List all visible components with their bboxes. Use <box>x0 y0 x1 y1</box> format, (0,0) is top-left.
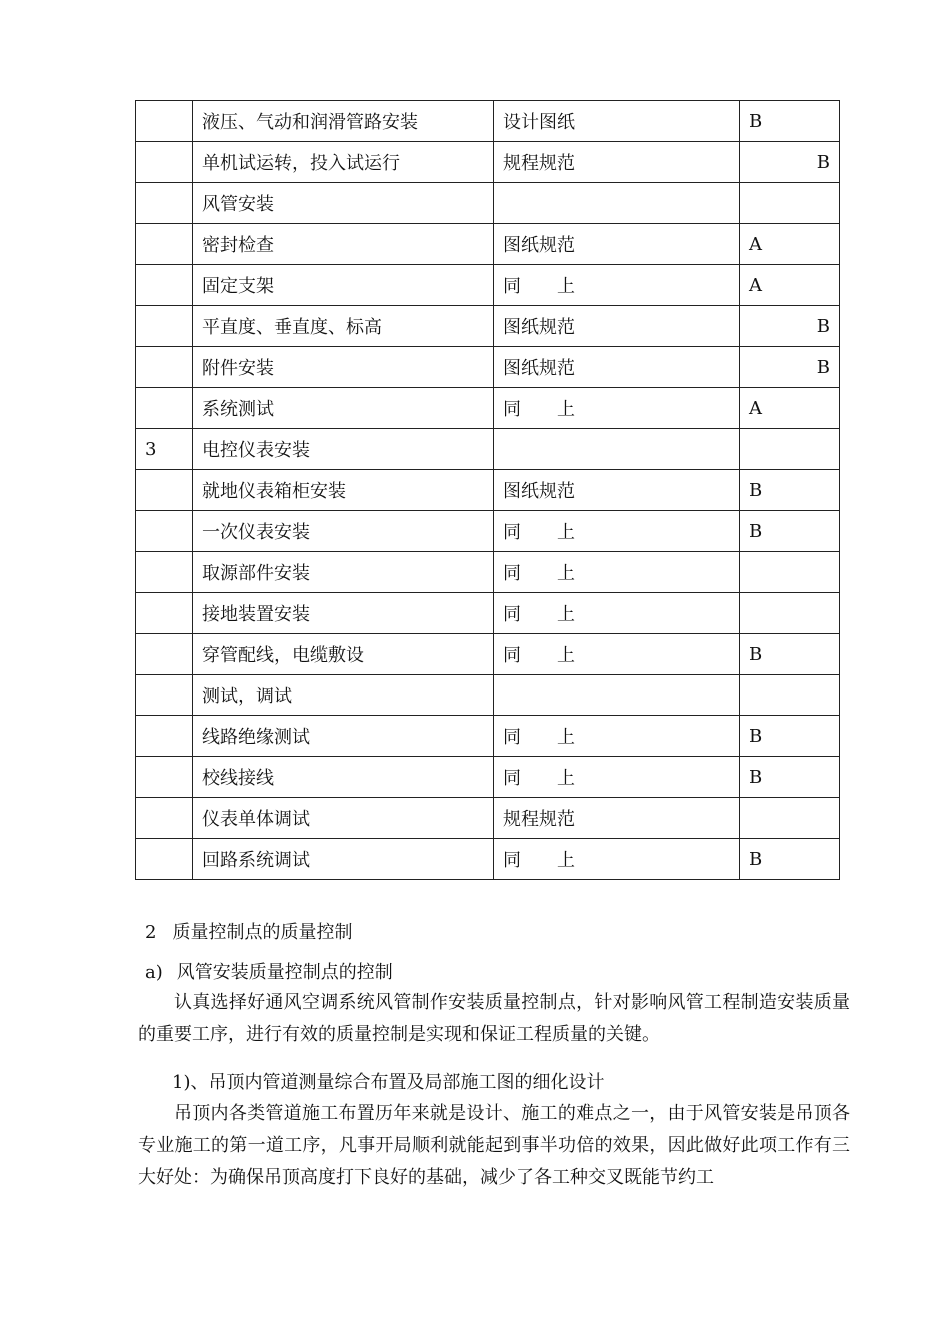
item-cell: 单机试运转，投入试运行 <box>193 142 494 183</box>
table-row <box>136 634 840 675</box>
table-row <box>136 265 840 306</box>
section-heading <box>145 918 352 944</box>
paragraph-1: 认真选择好通风空调系统风管制作安装质量控制点，针对影响风管工程制造安装质量的重要工序，进行有效的质量控制是实现和保证工程质量的关键。 <box>138 992 850 1045</box>
grade-cell: A <box>740 265 840 306</box>
grade-cell: B <box>740 634 840 675</box>
basis-cell <box>494 183 740 224</box>
grade-cell <box>740 798 840 839</box>
row-number-cell <box>136 388 193 429</box>
item-cell: 附件安装 <box>193 347 494 388</box>
row-number-cell <box>136 798 193 839</box>
basis-cell: 同 上 <box>494 757 740 798</box>
basis-cell: 设计图纸 <box>494 101 740 142</box>
row-number-cell <box>136 634 193 675</box>
table-row <box>136 306 840 347</box>
item-cell: 电控仪表安装 <box>193 429 494 470</box>
item-cell: 密封检查 <box>193 224 494 265</box>
item-cell: 一次仪表安装 <box>193 511 494 552</box>
table-row <box>136 757 840 798</box>
table-row <box>136 347 840 388</box>
table-row <box>136 224 840 265</box>
item-cell: 系统测试 <box>193 388 494 429</box>
basis-cell: 同 上 <box>494 265 740 306</box>
item-cell: 液压、气动和润滑管路安装 <box>193 101 494 142</box>
basis-cell: 同 上 <box>494 511 740 552</box>
item-cell: 就地仪表箱柜安装 <box>193 470 494 511</box>
grade-cell <box>740 552 840 593</box>
table-row <box>136 101 840 142</box>
list-item-1: 1)、吊顶内管道测量综合布置及局部施工图的细化设计 <box>172 1072 605 1093</box>
table-row <box>136 388 840 429</box>
table-row <box>136 429 840 470</box>
table-row <box>136 183 840 224</box>
item-cell: 平直度、垂直度、标高 <box>193 306 494 347</box>
table-row <box>136 716 840 757</box>
item-cell: 回路系统调试 <box>193 839 494 880</box>
item-cell: 测试，调试 <box>193 675 494 716</box>
grade-cell: B <box>740 470 840 511</box>
table-row <box>136 798 840 839</box>
basis-cell <box>494 675 740 716</box>
item-cell: 穿管配线，电缆敷设 <box>193 634 494 675</box>
basis-cell <box>494 429 740 470</box>
grade-cell: B <box>740 306 840 347</box>
basis-cell: 同 上 <box>494 552 740 593</box>
grade-cell: A <box>740 388 840 429</box>
grade-cell: B <box>740 716 840 757</box>
row-number-cell <box>136 511 193 552</box>
section-number: 2 <box>145 922 157 943</box>
item-cell: 校线接线 <box>193 757 494 798</box>
item-cell: 取源部件安装 <box>193 552 494 593</box>
basis-cell: 图纸规范 <box>494 224 740 265</box>
item-cell: 线路绝缘测试 <box>193 716 494 757</box>
basis-cell: 图纸规范 <box>494 470 740 511</box>
grade-cell <box>740 183 840 224</box>
row-number-cell <box>136 675 193 716</box>
row-number-cell <box>136 552 193 593</box>
basis-cell: 规程规范 <box>494 142 740 183</box>
table-row <box>136 511 840 552</box>
basis-cell: 同 上 <box>494 839 740 880</box>
table-row <box>136 142 840 183</box>
row-number-cell <box>136 470 193 511</box>
basis-cell: 图纸规范 <box>494 306 740 347</box>
table-row <box>136 470 840 511</box>
grade-cell: B <box>740 101 840 142</box>
basis-cell: 同 上 <box>494 593 740 634</box>
grade-cell: B <box>740 347 840 388</box>
row-number-cell <box>136 593 193 634</box>
item-cell: 风管安装 <box>193 183 494 224</box>
grade-cell <box>740 593 840 634</box>
section-title: 质量控制点的质量控制 <box>172 922 353 943</box>
row-number-cell <box>136 183 193 224</box>
subsection-heading <box>145 958 393 984</box>
grade-cell: B <box>740 142 840 183</box>
item-cell: 固定支架 <box>193 265 494 306</box>
quality-control-table <box>135 100 840 880</box>
basis-cell: 同 上 <box>494 716 740 757</box>
table-row <box>136 839 840 880</box>
grade-cell <box>740 675 840 716</box>
row-number-cell <box>136 839 193 880</box>
basis-cell: 图纸规范 <box>494 347 740 388</box>
grade-cell: B <box>740 757 840 798</box>
basis-cell: 同 上 <box>494 388 740 429</box>
row-number-cell <box>136 224 193 265</box>
item-cell: 仪表单体调试 <box>193 798 494 839</box>
subsection-label: a) <box>145 962 163 983</box>
table-row <box>136 552 840 593</box>
row-number-cell <box>136 265 193 306</box>
table-body <box>136 101 840 880</box>
basis-cell: 规程规范 <box>494 798 740 839</box>
item-cell: 接地装置安装 <box>193 593 494 634</box>
subsection-title: 风管安装质量控制点的控制 <box>176 962 393 983</box>
row-number-cell <box>136 101 193 142</box>
row-number-cell <box>136 347 193 388</box>
row-number-cell <box>136 306 193 347</box>
table-row <box>136 675 840 716</box>
row-number-cell: 3 <box>136 429 193 470</box>
grade-cell <box>740 429 840 470</box>
paragraph-2: 吊顶内各类管道施工布置历年来就是设计、施工的难点之一，由于风管安装是吊顶各专业施工的第一道工序，凡事开局顺利就能起到事半功倍的效果，因此做好此项工作有三大好处：为确保吊顶高度打下良好的基础，减少了各工种交叉既能节约工 <box>138 1103 850 1188</box>
grade-cell: B <box>740 839 840 880</box>
basis-cell: 同 上 <box>494 634 740 675</box>
row-number-cell <box>136 757 193 798</box>
row-number-cell <box>136 142 193 183</box>
grade-cell: B <box>740 511 840 552</box>
row-number-cell <box>136 716 193 757</box>
table-row <box>136 593 840 634</box>
grade-cell: A <box>740 224 840 265</box>
